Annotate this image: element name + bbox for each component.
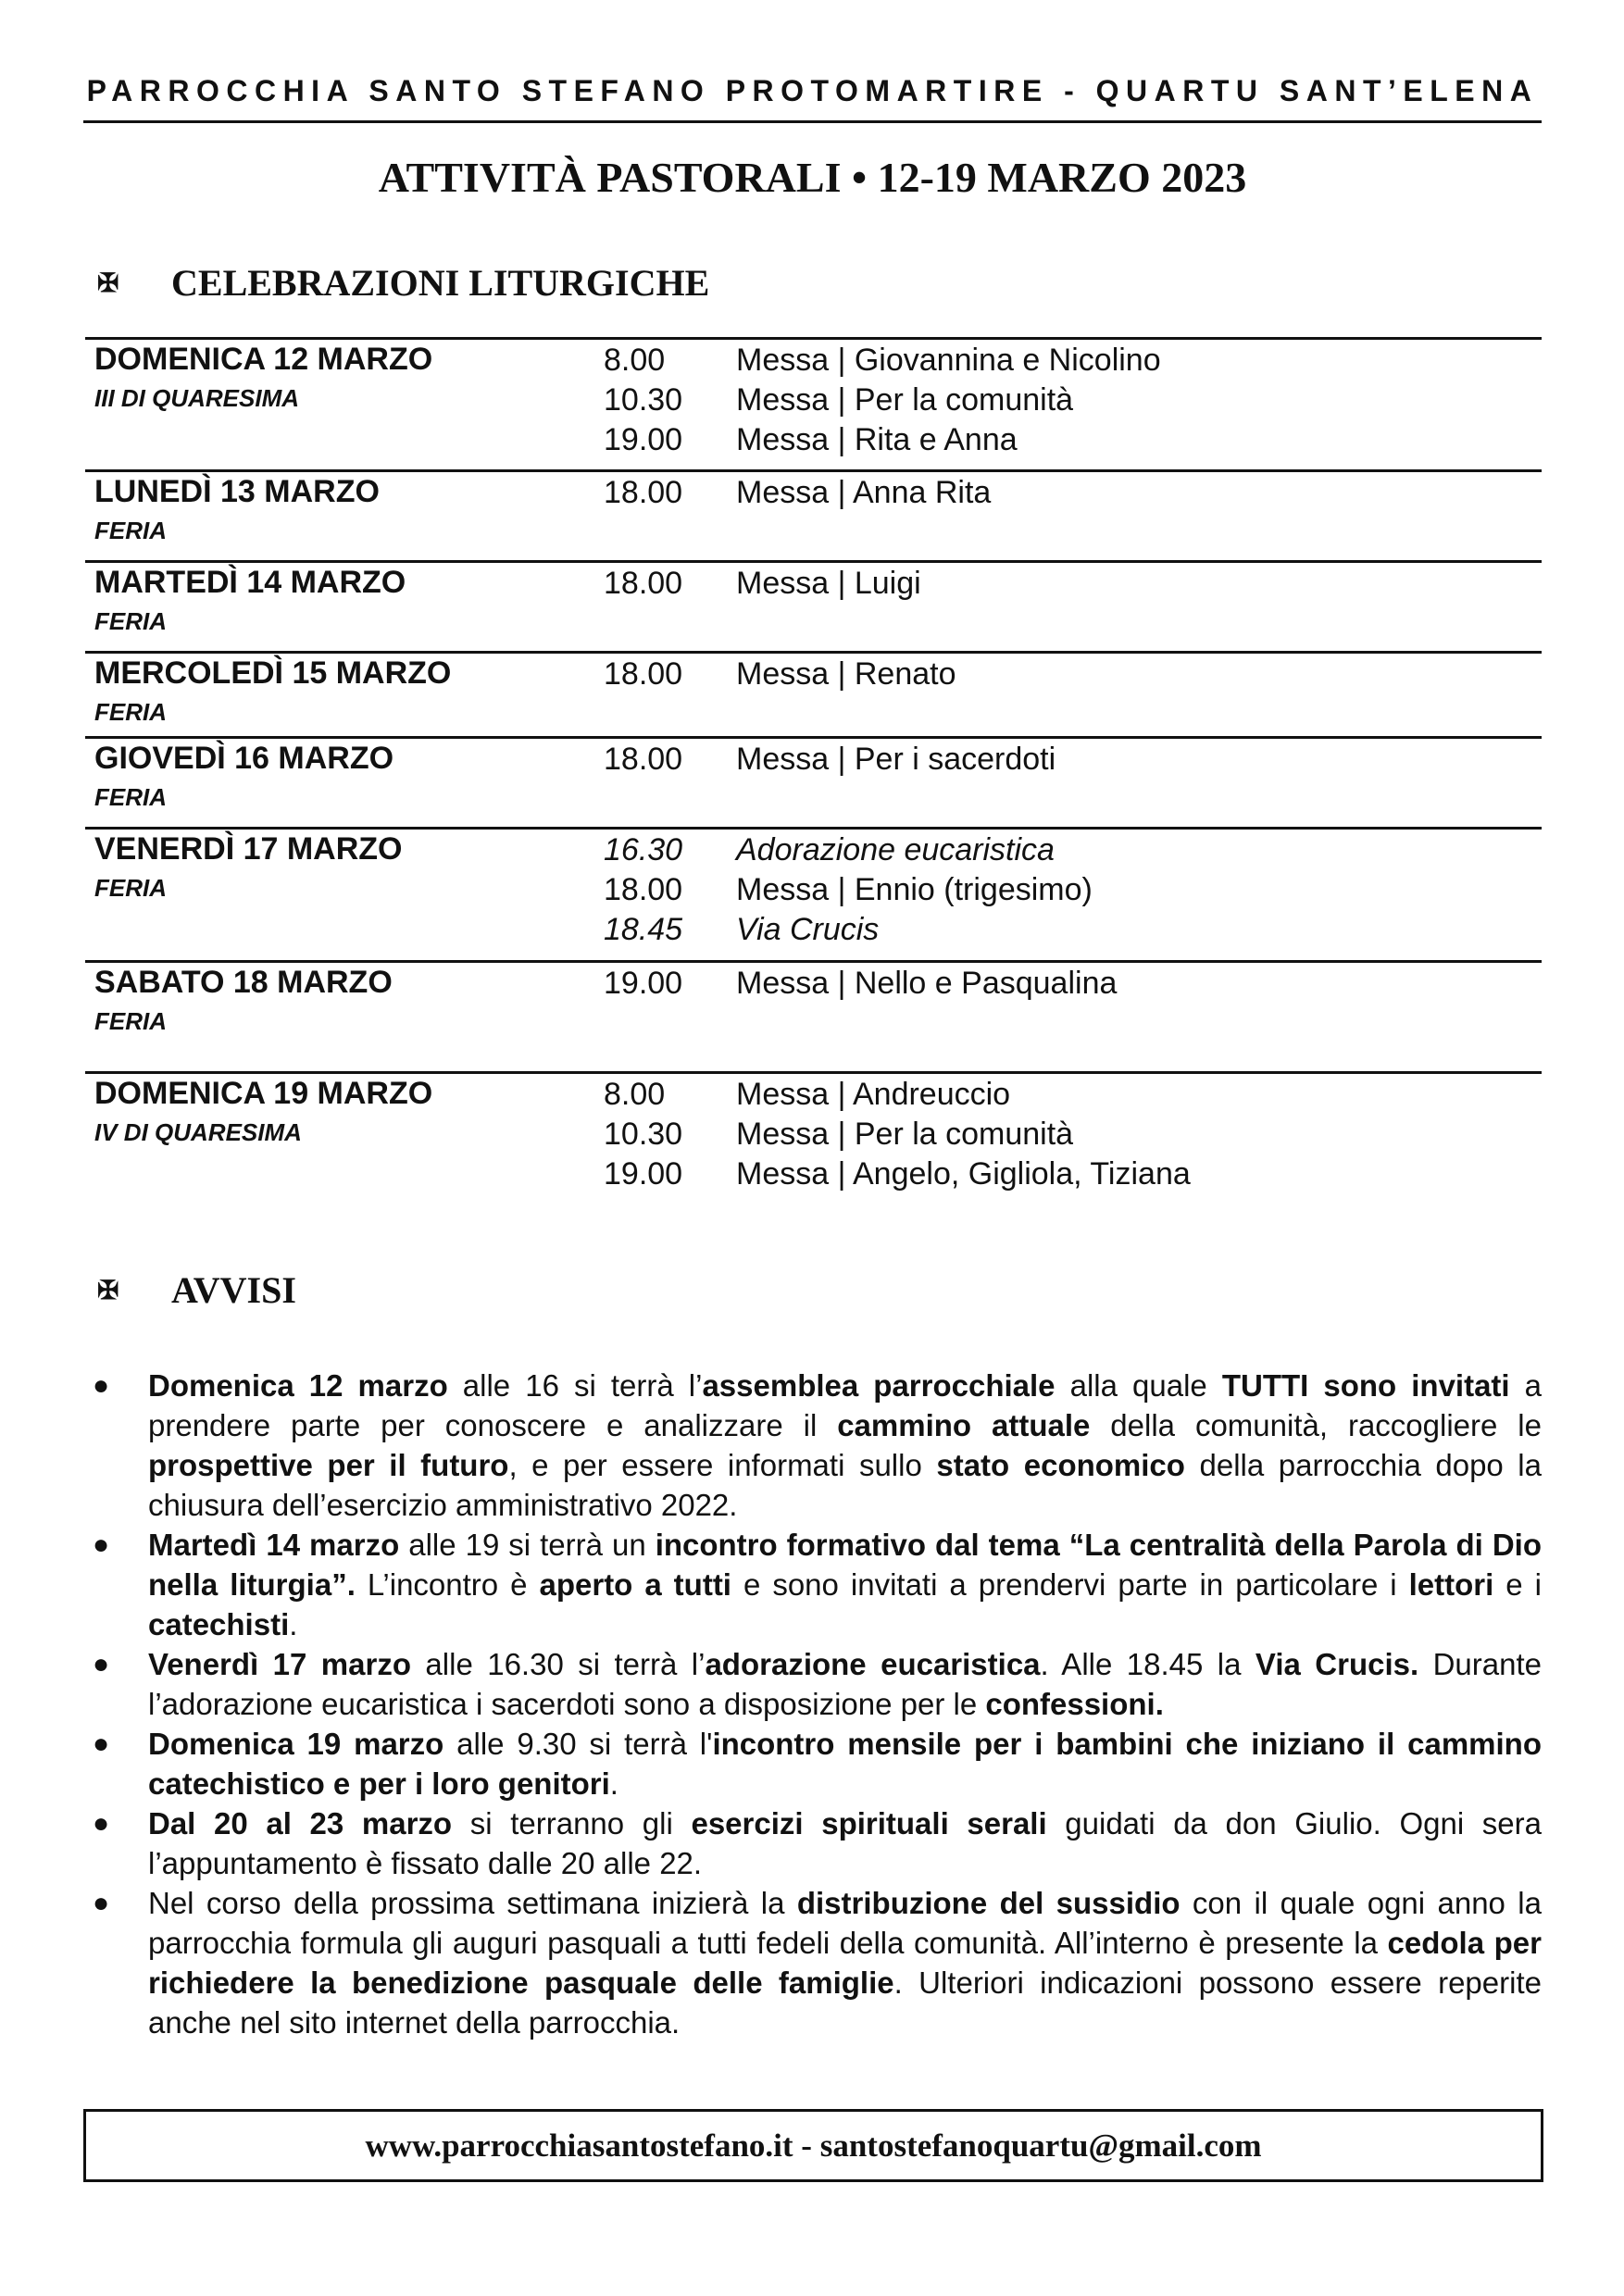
avviso-highlight: catechisti bbox=[148, 1607, 290, 1641]
day-name: MARTEDÌ 14 MARZO bbox=[94, 565, 406, 600]
event-line bbox=[604, 965, 1117, 1004]
day-events bbox=[604, 1076, 1191, 1195]
avviso-text: a prendere parte per conoscere e analizzare il bbox=[148, 1368, 1543, 1442]
event-description: Messa | Per i sacerdoti bbox=[736, 742, 1056, 777]
avviso-text: con il quale ogni anno la parrocchia formula gli auguri pasquali a tutti fedeli della comunità. All’interno è presente la bbox=[148, 1886, 1542, 1960]
avviso-text: alle 9.30 si terrà l' bbox=[443, 1727, 713, 1761]
day-liturgical-label: FERIA bbox=[94, 1007, 167, 1035]
avviso-text: della parrocchia dopo la chiusura dell’esercizio amministrativo 2022. bbox=[148, 1448, 1542, 1522]
avviso-highlight: esercizi spirituali serali bbox=[691, 1806, 1047, 1841]
bullet-icon: ● bbox=[93, 1649, 110, 1679]
event-line bbox=[604, 871, 1093, 911]
avviso-item bbox=[93, 1883, 1542, 2042]
footer-box bbox=[83, 2109, 1543, 2182]
avviso-item bbox=[93, 1525, 1542, 1644]
avviso-highlight: Via Crucis. bbox=[1255, 1647, 1419, 1681]
day-events bbox=[604, 655, 956, 695]
event-description: Messa | Per la comunità bbox=[736, 1117, 1074, 1152]
avviso-item bbox=[93, 1366, 1542, 1525]
schedule-day-row bbox=[85, 736, 1542, 827]
avviso-text: alle 16.30 si terrà l’ bbox=[411, 1647, 706, 1681]
event-line bbox=[604, 565, 921, 605]
event-line bbox=[604, 741, 1056, 780]
event-time: 18.00 bbox=[604, 475, 683, 510]
day-liturgical-label: III DI QUARESIMA bbox=[94, 384, 300, 412]
bullet-icon: ● bbox=[93, 1529, 110, 1560]
day-events bbox=[604, 342, 1161, 461]
avviso-text: . bbox=[289, 1607, 298, 1641]
avviso-text: L’incontro è bbox=[355, 1567, 540, 1602]
event-time: 10.30 bbox=[604, 382, 683, 418]
avviso-highlight: confessioni. bbox=[985, 1687, 1164, 1721]
avviso-text: si terranno gli bbox=[452, 1806, 692, 1841]
event-line bbox=[604, 342, 1161, 381]
event-description: Messa | Giovannina e Nicolino bbox=[736, 343, 1161, 378]
avviso-text: alla quale bbox=[1055, 1368, 1222, 1403]
schedule-day-row bbox=[85, 827, 1542, 960]
avviso-highlight: Venerdì 17 marzo bbox=[148, 1647, 411, 1681]
avviso-text: Durante l’adorazione eucaristica i sacerdoti sono a disposizione per le bbox=[148, 1647, 1542, 1721]
avviso-highlight: Martedì 14 marzo bbox=[148, 1528, 400, 1562]
event-line bbox=[604, 655, 956, 695]
avviso-text: . Ulteriori indicazioni possono essere reperite anche nel sito internet della parrocchia. bbox=[148, 1965, 1542, 2040]
header-rule bbox=[83, 120, 1542, 123]
day-liturgical-label: FERIA bbox=[94, 874, 167, 902]
avviso-text: della comunità, raccogliere le bbox=[1090, 1408, 1542, 1442]
schedule-day-row bbox=[85, 560, 1542, 651]
avviso-highlight: incontro mensile per i bambini che iniziano il cammino catechistico e per i loro genitori bbox=[148, 1727, 1542, 1801]
event-time: 18.00 bbox=[604, 656, 683, 692]
event-line bbox=[604, 474, 991, 514]
section-avvisi bbox=[97, 1268, 296, 1312]
event-description: Messa | Luigi bbox=[736, 566, 921, 601]
day-name: GIOVEDÌ 16 MARZO bbox=[94, 741, 394, 776]
avviso-highlight: assemblea parrocchiale bbox=[702, 1368, 1056, 1403]
day-liturgical-label: FERIA bbox=[94, 517, 167, 544]
event-time: 18.45 bbox=[604, 912, 683, 947]
avviso-highlight: Dal 20 al 23 marzo bbox=[148, 1806, 453, 1841]
event-description: Messa | Angelo, Gigliola, Tiziana bbox=[736, 1156, 1191, 1192]
event-time: 18.00 bbox=[604, 566, 683, 601]
day-events bbox=[604, 474, 991, 514]
star-icon: ✠ bbox=[97, 268, 119, 298]
avvisi-list bbox=[93, 1366, 1542, 2042]
event-line bbox=[604, 911, 1093, 951]
day-events bbox=[604, 831, 1093, 951]
day-events bbox=[604, 565, 921, 605]
event-line bbox=[604, 1155, 1191, 1195]
event-description: Adorazione eucaristica bbox=[736, 832, 1055, 867]
avviso-text: alle 16 si terrà l’ bbox=[447, 1368, 703, 1403]
bullet-icon: ● bbox=[93, 1370, 110, 1401]
avviso-highlight: stato economico bbox=[936, 1448, 1185, 1482]
section-celebrazioni bbox=[97, 261, 709, 305]
event-description: Via Crucis bbox=[736, 912, 880, 947]
day-events bbox=[604, 741, 1056, 780]
section-avvisi-label: AVVISI bbox=[171, 1269, 296, 1311]
event-time: 19.00 bbox=[604, 1156, 683, 1192]
event-time: 8.00 bbox=[604, 1077, 666, 1112]
avviso-item bbox=[93, 1803, 1542, 1883]
bullet-icon: ● bbox=[93, 1808, 110, 1839]
day-liturgical-label: FERIA bbox=[94, 607, 167, 635]
avviso-highlight: Domenica 19 marzo bbox=[148, 1727, 444, 1761]
event-description: Messa | Renato bbox=[736, 656, 956, 692]
day-liturgical-label: FERIA bbox=[94, 783, 167, 811]
avviso-text: guidati da don Giulio. Ogni sera l’appuntamento è fissato dalle 20 alle 22. bbox=[148, 1806, 1542, 1880]
day-name: SABATO 18 MARZO bbox=[94, 965, 393, 1000]
day-liturgical-label: IV DI QUARESIMA bbox=[94, 1118, 302, 1146]
parish-header: PARROCCHIA SANTO STEFANO PROTOMARTIRE - QUARTU SANT’ELENA bbox=[86, 74, 1539, 107]
avviso-highlight: prospettive per il futuro bbox=[148, 1448, 509, 1482]
section-celebrazioni-label: CELEBRAZIONI LITURGICHE bbox=[171, 262, 710, 304]
event-time: 16.30 bbox=[604, 832, 683, 867]
schedule-day-row bbox=[85, 651, 1542, 736]
schedule-day-row bbox=[85, 337, 1542, 469]
schedule-day-row bbox=[85, 960, 1542, 1071]
event-time: 10.30 bbox=[604, 1117, 683, 1152]
event-line bbox=[604, 421, 1161, 461]
footer-contacts: www.parrocchiasantostefano.it - santostefanoquartu@gmail.com bbox=[365, 2127, 1262, 2164]
schedule-table bbox=[85, 337, 1542, 1204]
event-description: Messa | Per la comunità bbox=[736, 382, 1074, 418]
avviso-highlight: distribuzione del sussidio bbox=[796, 1886, 1181, 1920]
day-liturgical-label: FERIA bbox=[94, 698, 167, 726]
event-time: 19.00 bbox=[604, 966, 683, 1001]
avviso-item bbox=[93, 1724, 1542, 1803]
avviso-highlight: incontro formativo dal tema “La centralità della Parola di Dio nella liturgia”. bbox=[148, 1528, 1542, 1602]
day-events bbox=[604, 965, 1117, 1004]
event-line bbox=[604, 1076, 1191, 1116]
event-description: Messa | Anna Rita bbox=[736, 475, 992, 510]
event-description: Messa | Rita e Anna bbox=[736, 422, 1018, 457]
day-name: VENERDÌ 17 MARZO bbox=[94, 831, 403, 867]
event-line bbox=[604, 381, 1161, 421]
day-name: LUNEDÌ 13 MARZO bbox=[94, 474, 380, 509]
event-time: 18.00 bbox=[604, 872, 683, 907]
avviso-item bbox=[93, 1644, 1542, 1724]
day-name: MERCOLEDÌ 15 MARZO bbox=[94, 655, 452, 691]
avviso-highlight: aperto a tutti bbox=[539, 1567, 731, 1602]
event-line bbox=[604, 1116, 1191, 1155]
avviso-text: , e per essere informati sullo bbox=[508, 1448, 937, 1482]
day-name: DOMENICA 12 MARZO bbox=[94, 342, 433, 377]
event-time: 19.00 bbox=[604, 422, 683, 457]
bullet-icon: ● bbox=[93, 1728, 110, 1759]
star-icon: ✠ bbox=[97, 1276, 119, 1305]
schedule-day-row bbox=[85, 469, 1542, 560]
event-description: Messa | Ennio (trigesimo) bbox=[736, 872, 1093, 907]
avviso-text: e i bbox=[1493, 1567, 1542, 1602]
event-line bbox=[604, 831, 1093, 871]
schedule-day-row bbox=[85, 1071, 1542, 1204]
avviso-text: . Alle 18.45 la bbox=[1040, 1647, 1255, 1681]
event-description: Messa | Nello e Pasqualina bbox=[736, 966, 1118, 1001]
page-title: ATTIVITÀ PASTORALI • 12-19 MARZO 2023 bbox=[378, 154, 1247, 201]
avviso-text: . bbox=[609, 1766, 618, 1801]
avviso-highlight: lettori bbox=[1408, 1567, 1494, 1602]
event-description: Messa | Andreuccio bbox=[736, 1077, 1011, 1112]
day-name: DOMENICA 19 MARZO bbox=[94, 1076, 433, 1111]
avviso-text: alle 19 si terrà un bbox=[399, 1528, 656, 1562]
event-time: 18.00 bbox=[604, 742, 683, 777]
avviso-highlight: cedola per richiedere la benedizione pasquale delle famiglie bbox=[148, 1926, 1542, 2000]
avviso-highlight: TUTTI sono invitati bbox=[1221, 1368, 1510, 1403]
avviso-text: Nel corso della prossima settimana inizierà la bbox=[148, 1886, 797, 1920]
avviso-highlight: Domenica 12 marzo bbox=[148, 1368, 448, 1403]
event-time: 8.00 bbox=[604, 343, 666, 378]
avviso-highlight: adorazione eucaristica bbox=[705, 1647, 1041, 1681]
bullet-icon: ● bbox=[93, 1888, 110, 1918]
avviso-text: e sono invitati a prendervi parte in particolare i bbox=[731, 1567, 1409, 1602]
avviso-highlight: cammino attuale bbox=[837, 1408, 1091, 1442]
